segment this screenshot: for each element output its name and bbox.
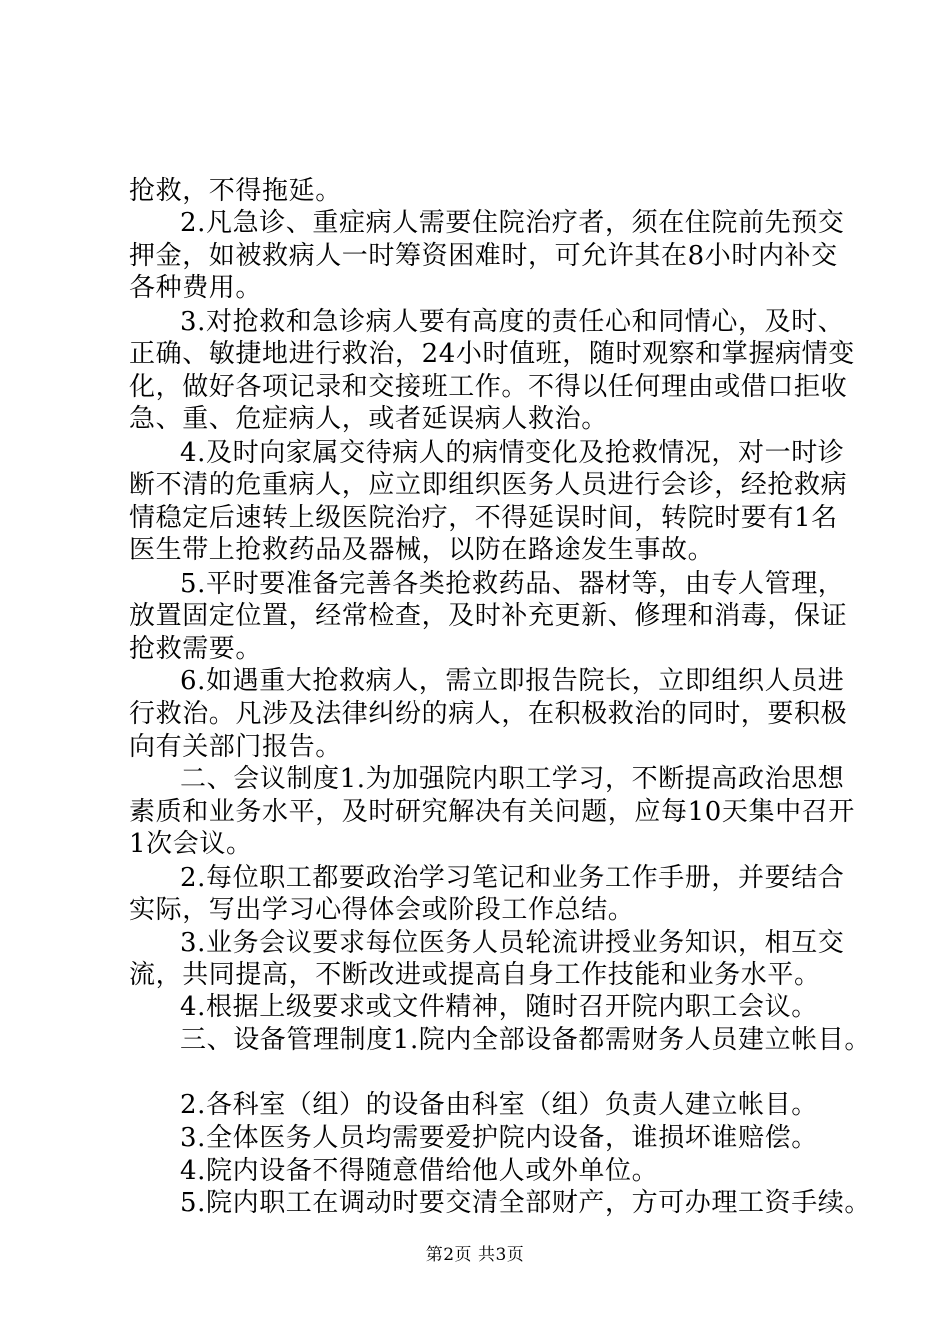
text-line: 三、设备管理制度1.院内全部设备都需财务人员建立帐目。 xyxy=(180,1025,872,1055)
text-line: 3.对抢救和急诊病人要有高度的责任心和同情心，及时、 xyxy=(180,307,845,337)
text-line: 抢救需要。 xyxy=(129,634,263,664)
text-line: 2.每位职工都要政治学习笔记和业务工作手册，并要结合 xyxy=(180,863,845,893)
page-number-footer: 第2页 共3页 xyxy=(425,1245,525,1265)
text-line: 3.业务会议要求每位医务人员轮流讲授业务知识，相互交 xyxy=(180,928,845,958)
text-line: 1次会议。 xyxy=(129,829,253,859)
text-line: 4.院内设备不得随意借给他人或外单位。 xyxy=(180,1156,659,1186)
text-line: 3.全体医务人员均需要爱护院内设备，谁损坏谁赔偿。 xyxy=(180,1123,818,1153)
text-line: 流，共同提高，不断改进或提高自身工作技能和业务水平。 xyxy=(129,960,821,990)
text-line: 医生带上抢救药品及器械，以防在路途发生事故。 xyxy=(129,535,715,565)
text-line: 急、重、危症病人，或者延误病人救治。 xyxy=(129,404,608,434)
text-line: 2.凡急诊、重症病人需要住院治疗者，须在住院前先预交 xyxy=(180,208,845,238)
text-line: 5.院内职工在调动时要交清全部财产，方可办理工资手续。 xyxy=(180,1188,872,1218)
text-line: 押金，如被救病人一时筹资困难时，可允许其在8小时内补交 xyxy=(129,241,838,271)
text-line: 5.平时要准备完善各类抢救药品、器材等，由专人管理， xyxy=(180,569,845,599)
text-line: 各种费用。 xyxy=(129,273,263,303)
text-line: 素质和业务水平，及时研究解决有关问题，应每10天集中召开 xyxy=(129,797,855,827)
text-line: 二、会议制度1.为加强院内职工学习，不断提高政治思想 xyxy=(180,764,845,794)
text-line: 4.根据上级要求或文件精神，随时召开院内职工会议。 xyxy=(180,992,818,1022)
text-line: 抢救，不得拖延。 xyxy=(129,176,342,206)
text-line: 行救治。凡涉及法律纠纷的病人，在积极救治的同时，要积极 xyxy=(129,699,848,729)
text-line: 情稳定后速转上级医院治疗，不得延误时间，转院时要有1名 xyxy=(129,503,838,533)
text-line: 2.各科室（组）的设备由科室（组）负责人建立帐目。 xyxy=(180,1090,818,1120)
text-line: 实际，写出学习心得体会或阶段工作总结。 xyxy=(129,895,635,925)
text-line: 正确、敏捷地进行救治，24小时值班，随时观察和掌握病情变 xyxy=(129,339,855,369)
text-line: 4.及时向家属交待病人的病情变化及抢救情况，对一时诊 xyxy=(180,438,845,468)
text-line: 6.如遇重大抢救病人，需立即报告院长，立即组织人员进 xyxy=(180,666,845,696)
text-line: 化，做好各项记录和交接班工作。不得以任何理由或借口拒收 xyxy=(129,372,848,402)
text-line: 向有关部门报告。 xyxy=(129,732,342,762)
text-line: 断不清的危重病人，应立即组织医务人员进行会诊，经抢救病 xyxy=(129,470,848,500)
text-line: 放置固定位置，经常检查，及时补充更新、修理和消毒，保证 xyxy=(129,601,848,631)
